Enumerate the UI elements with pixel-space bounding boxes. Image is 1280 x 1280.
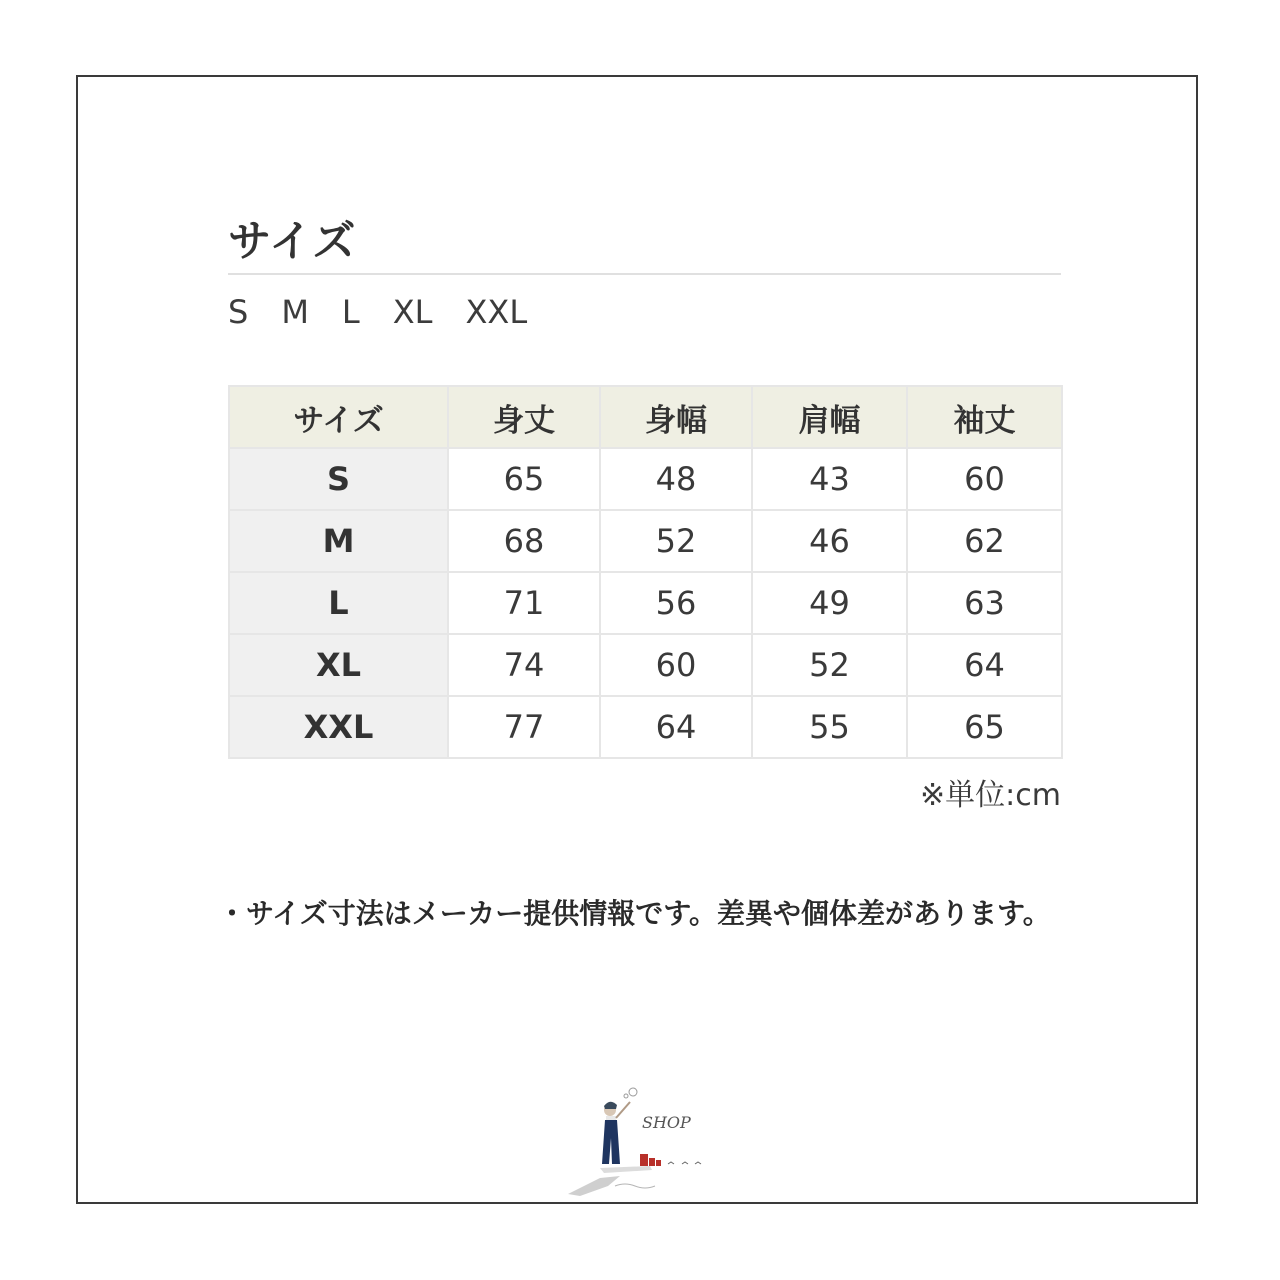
table-cell: 48	[600, 448, 752, 510]
column-header-size: サイズ	[229, 386, 448, 448]
table-cell: 65	[448, 448, 600, 510]
person-illustration-icon	[560, 1078, 710, 1200]
table-row	[229, 448, 1062, 510]
size-option: XL	[392, 293, 433, 331]
table-cell: 64	[907, 634, 1062, 696]
column-header-width: 身幅	[600, 386, 752, 448]
table-cell: 49	[752, 572, 907, 634]
row-size-label: M	[229, 510, 448, 572]
size-option: L	[341, 293, 360, 331]
table-cell: 55	[752, 696, 907, 758]
table-cell: 65	[907, 696, 1062, 758]
page-title: サイズ	[228, 217, 357, 267]
table-cell: 77	[448, 696, 600, 758]
table-header-row	[229, 386, 1062, 448]
row-size-label: XXL	[229, 696, 448, 758]
shop-logo	[560, 1078, 710, 1200]
unit-note: ※単位:cm	[920, 778, 1061, 813]
table-cell: 74	[448, 634, 600, 696]
table-cell: 60	[600, 634, 752, 696]
table-row	[229, 634, 1062, 696]
table-row	[229, 510, 1062, 572]
column-header-sleeve: 袖丈	[907, 386, 1062, 448]
size-option: M	[281, 293, 309, 331]
column-header-shoulder: 肩幅	[752, 386, 907, 448]
column-header-length: 身丈	[448, 386, 600, 448]
table-cell: 46	[752, 510, 907, 572]
title-divider	[228, 273, 1061, 275]
table-cell: 63	[907, 572, 1062, 634]
table-cell: 43	[752, 448, 907, 510]
table-cell: 52	[600, 510, 752, 572]
row-size-label: XL	[229, 634, 448, 696]
table-cell: 60	[907, 448, 1062, 510]
row-size-label: L	[229, 572, 448, 634]
size-chart-table	[228, 385, 1063, 759]
table-cell: 71	[448, 572, 600, 634]
table-cell: 52	[752, 634, 907, 696]
size-disclaimer: ・サイズ寸法はメーカー提供情報です。差異や個体差があります。	[218, 897, 1051, 930]
table-row	[229, 696, 1062, 758]
table-row	[229, 572, 1062, 634]
available-sizes	[228, 290, 527, 334]
table-cell: 56	[600, 572, 752, 634]
shop-logo-text: SHOP	[642, 1113, 691, 1132]
table-cell: 62	[907, 510, 1062, 572]
row-size-label: S	[229, 448, 448, 510]
table-cell: 68	[448, 510, 600, 572]
size-option: S	[228, 293, 249, 331]
table-cell: 64	[600, 696, 752, 758]
size-option: XXL	[465, 293, 528, 331]
